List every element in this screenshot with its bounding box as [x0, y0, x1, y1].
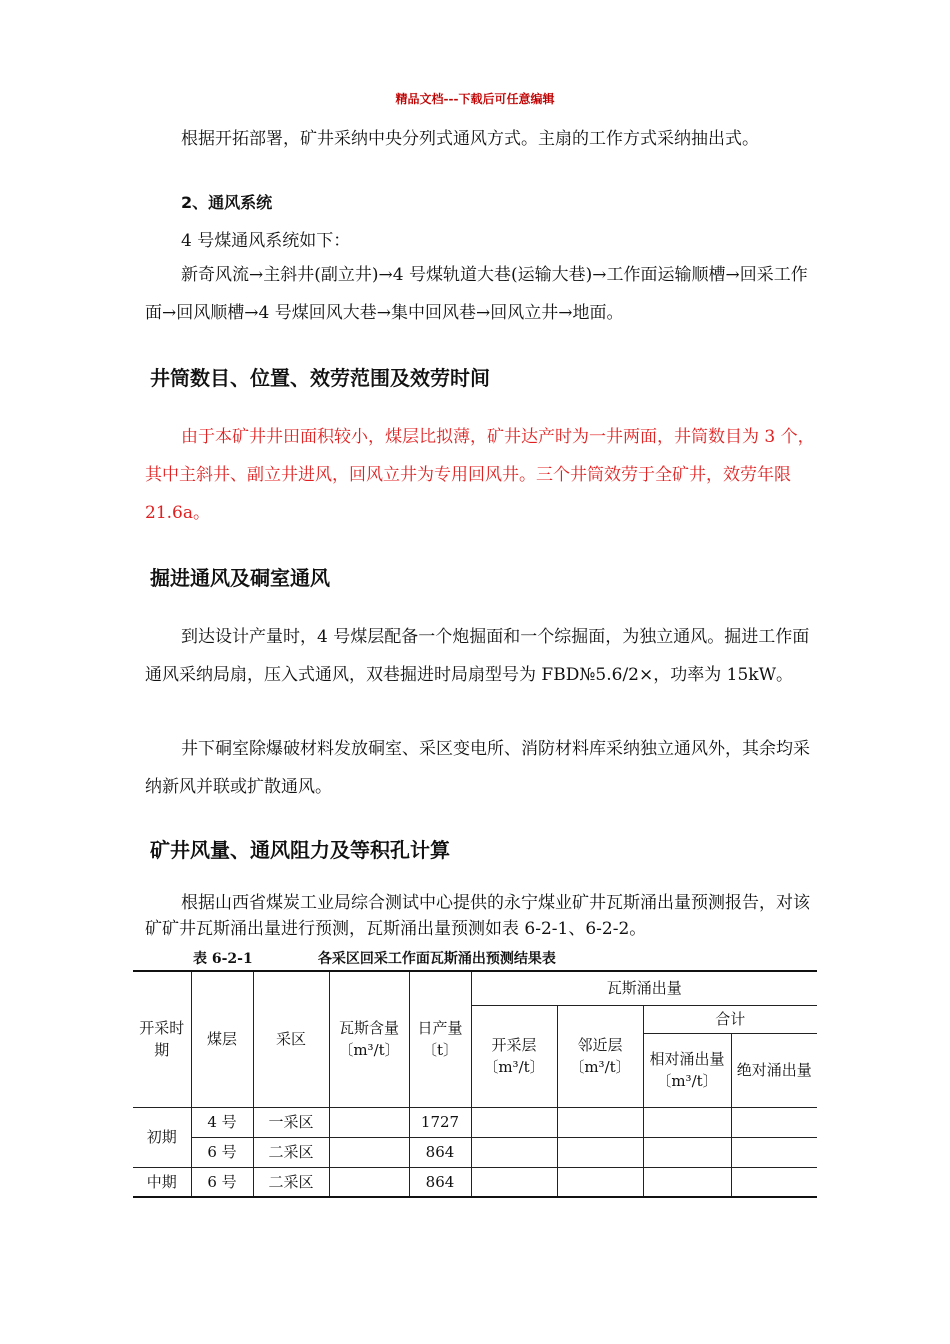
header-total: 合计 [643, 1005, 817, 1033]
paragraph-airflow-route: 新奇风流→主斜井(副立井)→4 号煤轨道大巷(运输大巷)→工作面运输顺槽→回采工作面→回风顺槽→4 号煤回风大巷→集中回风巷→回风立井→地面。 [145, 265, 808, 323]
cell-content [329, 1107, 409, 1137]
cell-empty [557, 1167, 643, 1197]
header-area: 采区 [253, 971, 329, 1107]
paragraph-ventilation-method: 根据开拓部署，矿井采纳中央分列式通风方式。主扇的工作方式采纳抽出式。 [181, 129, 759, 149]
cell-seam: 4 号 [191, 1107, 253, 1137]
header-mining-layer: 开采层〔m³/t〕 [471, 1005, 557, 1107]
subheading-ventilation-system: 2、通风系统 [181, 193, 273, 212]
cell-daily: 864 [409, 1137, 471, 1167]
cell-empty [557, 1107, 643, 1137]
cell-empty [643, 1137, 731, 1167]
header-gas-content: 瓦斯含量〔m³/t〕 [329, 971, 409, 1107]
cell-empty [471, 1167, 557, 1197]
cell-empty [471, 1137, 557, 1167]
cell-area: 二采区 [253, 1137, 329, 1167]
paragraph-system-intro: 4 号煤通风系统如下： [181, 231, 351, 251]
header-seam: 煤层 [191, 971, 253, 1107]
cell-empty [731, 1107, 817, 1137]
table-row [133, 1107, 817, 1137]
table-row [133, 1137, 817, 1167]
cell-daily: 864 [409, 1167, 471, 1197]
table-number: 表 6-2-1 [193, 951, 253, 967]
table-caption [193, 948, 556, 968]
cell-period: 中期 [133, 1167, 191, 1197]
paragraph-gas-prediction: 根据山西省煤炭工业局综合测试中心提供的永宁煤业矿井瓦斯涌出量预测报告，对该矿矿井瓦斯涌出量进行预测，瓦斯涌出量预测如表 6-2-1、6-2-2。 [145, 893, 810, 939]
header-relative-emission: 相对涌出量〔m³/t〕 [643, 1033, 731, 1107]
cell-content [329, 1137, 409, 1167]
header-daily-output: 日产量〔t〕 [409, 971, 471, 1107]
cell-empty [731, 1167, 817, 1197]
gas-emission-table [133, 970, 817, 1198]
cell-seam: 6 号 [191, 1167, 253, 1197]
cell-area: 一采区 [253, 1107, 329, 1137]
table-row [133, 1167, 817, 1197]
header-gas-emission: 瓦斯涌出量 [471, 971, 817, 1005]
table-title: 各采区回采工作面瓦斯涌出预测结果表 [317, 951, 556, 967]
cell-empty [643, 1167, 731, 1197]
page-header: 精品文档---下载后可任意编辑 [395, 92, 555, 106]
cell-empty [731, 1137, 817, 1167]
cell-empty [643, 1107, 731, 1137]
cell-daily: 1727 [409, 1107, 471, 1137]
cell-area: 二采区 [253, 1167, 329, 1197]
paragraph-driving-ventilation: 到达设计产量时，4 号煤层配备一个炮掘面和一个综掘面，为独立通风。掘进工作面通风采纳局扇，压入式通风，双巷掘进时局扇型号为 FBD№5.6/2×，功率为 15kW。 [145, 627, 810, 685]
section-heading-air-volume: 矿井风量、通风阻力及等积孔计算 [150, 838, 450, 862]
section-heading-driving-ventilation: 掘进通风及硐室通风 [150, 566, 330, 590]
section-heading-shafts: 井筒数目、位置、效劳范围及效劳时间 [150, 366, 490, 390]
paragraph-chamber-ventilation: 井下硐室除爆破材料发放硐室、采区变电所、消防材料库采纳独立通风外，其余均采纳新风并联或扩散通风。 [145, 739, 810, 797]
cell-content [329, 1167, 409, 1197]
paragraph-shafts: 由于本矿井井田面积较小，煤层比拟薄，矿井达产时为一井两面，井筒数目为 3 个，其中主斜井、副立井进风，回风立井为专用回风井。三个井筒效劳于全矿井，效劳年限 21.6a。 [145, 427, 815, 523]
header-absolute-emission: 绝对涌出量 [731, 1033, 817, 1107]
cell-period: 初期 [133, 1107, 191, 1167]
header-adjacent-layer: 邻近层〔m³/t〕 [557, 1005, 643, 1107]
cell-empty [557, 1137, 643, 1167]
header-period: 开采时期 [133, 971, 191, 1107]
cell-seam: 6 号 [191, 1137, 253, 1167]
cell-empty [471, 1107, 557, 1137]
